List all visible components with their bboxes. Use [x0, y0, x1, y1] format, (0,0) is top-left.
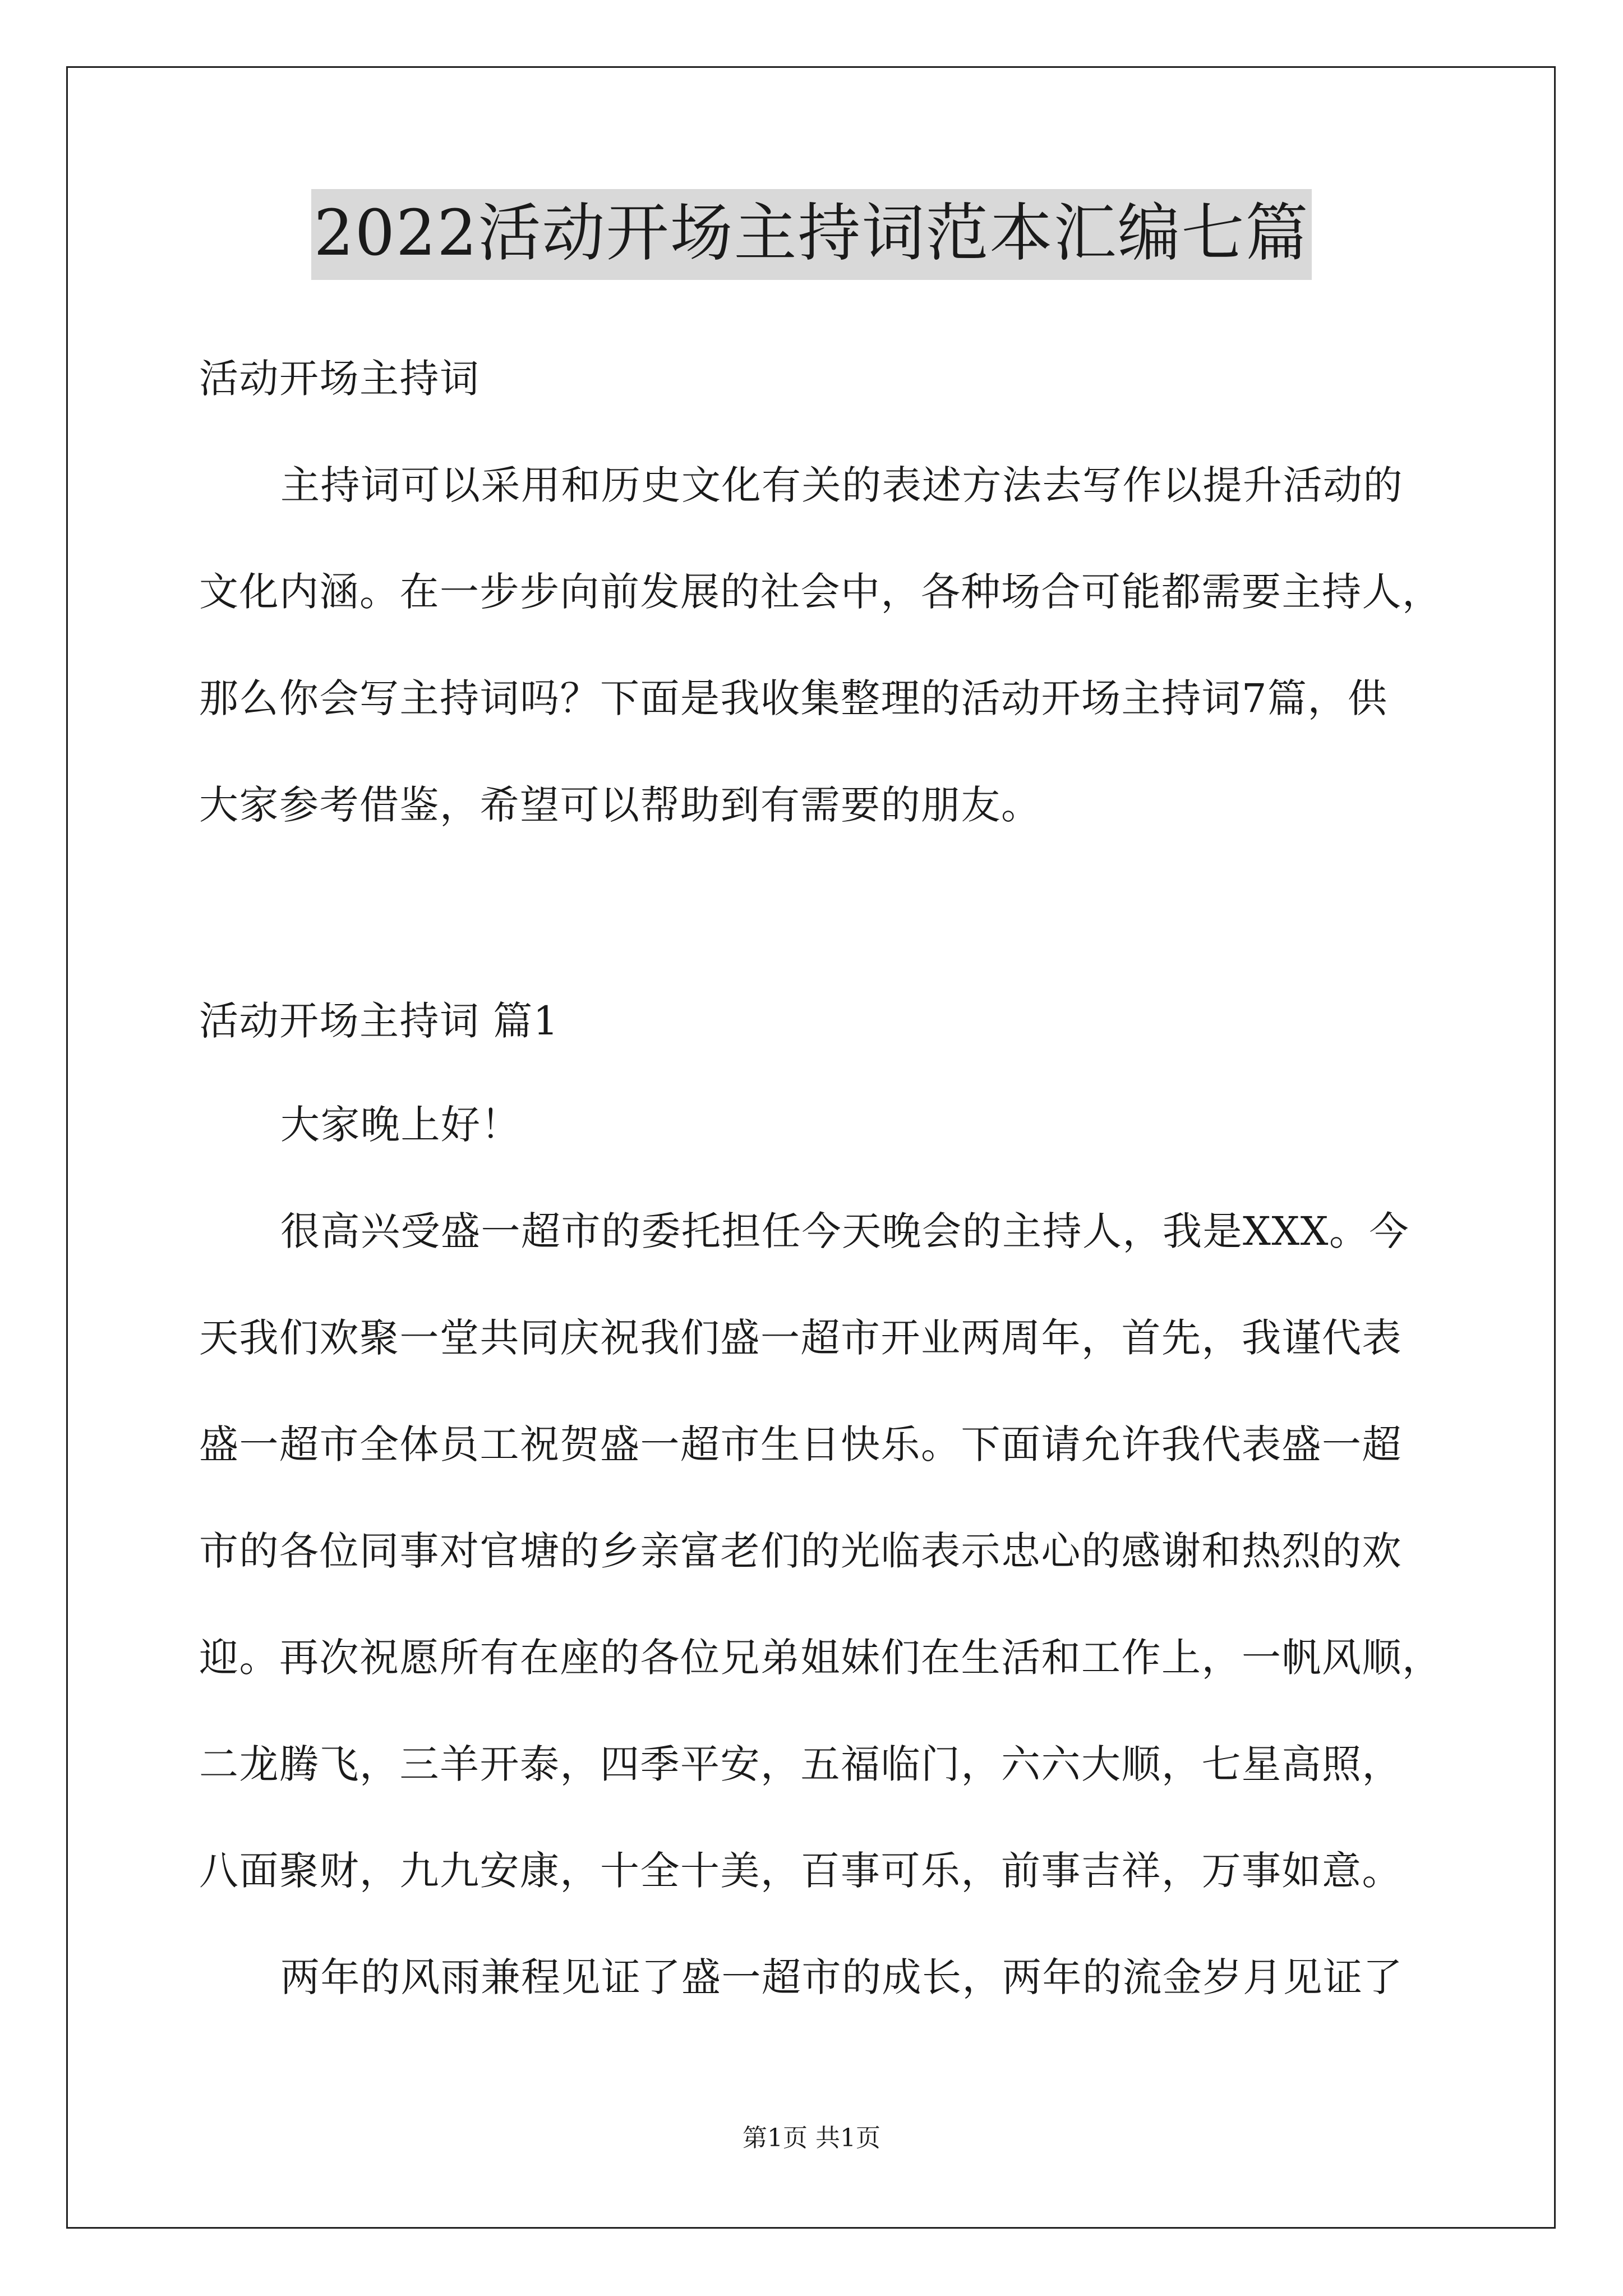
greeting-line: 大家晚上好！ — [280, 1102, 521, 1148]
paragraph-line: 市的各位同事对官塘的乡亲富老们的光临表示忠心的感谢和热烈的欢 — [199, 1528, 1402, 1574]
paragraph-line: 二龙腾飞，三羊开泰，四季平安，五福临门，六六大顺，七星高照， — [199, 1741, 1402, 1787]
paragraph-line: 八面聚财，九九安康，十全十美，百事可乐，前事吉祥，万事如意。 — [199, 1848, 1402, 1894]
intro-line: 文化内涵。在一步步向前发展的社会中，各种场合可能都需要主持人， — [199, 569, 1442, 615]
paragraph-line: 天我们欢聚一堂共同庆祝我们盛一超市开业两周年，首先，我谨代表 — [199, 1315, 1402, 1361]
paragraph-line: 两年的风雨兼程见证了盛一超市的成长，两年的流金岁月见证了 — [280, 1954, 1403, 2000]
intro-line: 那么你会写主持词吗？下面是我收集整理的活动开场主持词7篇，供 — [199, 675, 1388, 721]
paragraph-line: 很高兴受盛一超市的委托担任今天晚会的主持人，我是XXX。今 — [280, 1208, 1410, 1254]
title-text: 2022活动开场主持词范本汇编七篇 — [311, 189, 1311, 280]
page-footer: 第1页 共1页 — [743, 2124, 880, 2152]
intro-line: 大家参考借鉴，希望可以帮助到有需要的朋友。 — [199, 782, 1041, 828]
section-heading: 活动开场主持词 — [199, 356, 480, 402]
paragraph-line: 盛一超市全体员工祝贺盛一超市生日快乐。下面请允许我代表盛一超 — [199, 1421, 1402, 1467]
document-title — [0, 197, 1623, 270]
intro-line: 主持词可以采用和历史文化有关的表述方法去写作以提升活动的 — [280, 462, 1403, 508]
paragraph-line: 迎。再次祝愿所有在座的各位兄弟姐妹们在生活和工作上，一帆风顺， — [199, 1635, 1442, 1681]
chapter-heading: 活动开场主持词 篇1 — [199, 998, 559, 1044]
